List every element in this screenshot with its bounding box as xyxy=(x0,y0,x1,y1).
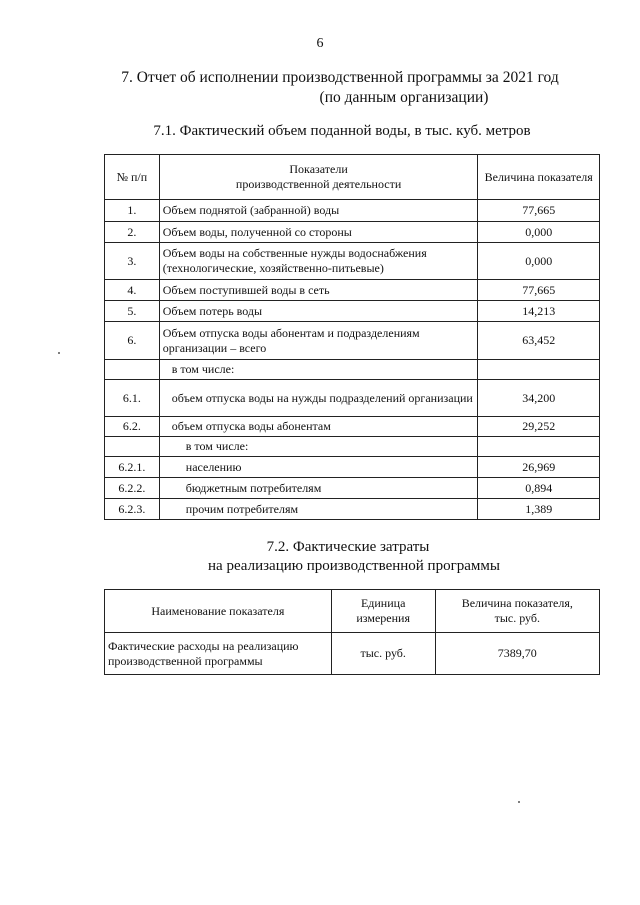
row-num: 3. xyxy=(105,243,160,280)
row-value: 1,389 xyxy=(478,499,600,520)
row-name: Объем отпуска воды абонентам и подразделениям организации – всего xyxy=(159,322,478,360)
table-row xyxy=(105,437,600,457)
row-value: 0,000 xyxy=(478,222,600,243)
row-name: в том числе: xyxy=(159,437,478,457)
table-row xyxy=(105,222,600,243)
row-value: 77,665 xyxy=(478,280,600,301)
water-volume-table xyxy=(104,154,600,520)
table-header-row xyxy=(105,155,600,200)
row-value: 34,200 xyxy=(478,380,600,417)
row-num: 4. xyxy=(105,280,160,301)
header-value xyxy=(435,590,599,633)
section-title: 7. Отчет об исполнении производственной программы за 2021 год xyxy=(121,69,559,86)
row-name: Фактические расходы на реализацию производственной программы xyxy=(105,633,332,675)
table-row xyxy=(105,478,600,499)
row-name: объем отпуска воды абонентам xyxy=(159,417,478,437)
header-indicator-line2: производственной деятельности xyxy=(235,177,402,191)
table-row xyxy=(105,457,600,478)
row-value: 0,000 xyxy=(478,243,600,280)
table-row xyxy=(105,417,600,437)
header-value-line1: Величина показателя, xyxy=(461,596,573,610)
subsection-title-costs: 7.2. Фактические затраты xyxy=(266,539,430,555)
row-name: прочим потребителям xyxy=(159,499,478,520)
row-name: Объем воды на собственные нужды водоснабжения (технологические, хозяйственно-питьевые) xyxy=(159,243,478,280)
table-row xyxy=(105,243,600,280)
row-num xyxy=(105,360,160,380)
table-row xyxy=(105,280,600,301)
row-num: 5. xyxy=(105,301,160,322)
row-value: 7389,70 xyxy=(435,633,599,675)
header-unit-line1: Единица xyxy=(360,596,406,610)
row-name: населению xyxy=(159,457,478,478)
row-num: 6.2.2. xyxy=(105,478,160,499)
table-row xyxy=(105,499,600,520)
row-num: 6.1. xyxy=(105,380,160,417)
row-value: 0,894 xyxy=(478,478,600,499)
row-name: Объем потерь воды xyxy=(159,301,478,322)
scan-speck xyxy=(58,352,60,354)
row-num: 1. xyxy=(105,200,160,222)
row-value xyxy=(478,437,600,457)
scan-speck xyxy=(518,801,520,803)
table-row xyxy=(105,380,600,417)
row-num xyxy=(105,437,160,457)
subsection-title-costs-line2: на реализацию производственной программы xyxy=(208,558,500,574)
header-indicator xyxy=(159,155,478,200)
row-num: 2. xyxy=(105,222,160,243)
row-name: Объем поступившей воды в сеть xyxy=(159,280,478,301)
table-row xyxy=(105,322,600,360)
header-unit-line2: измерения xyxy=(356,611,410,625)
header-indicator-line1: Показатели xyxy=(289,162,348,176)
table-row xyxy=(105,360,600,380)
table-header-row xyxy=(105,590,600,633)
row-value: 29,252 xyxy=(478,417,600,437)
row-num: 6.2.3. xyxy=(105,499,160,520)
row-name: объем отпуска воды на нужды подразделений организации xyxy=(159,380,478,417)
row-value: 63,452 xyxy=(478,322,600,360)
row-num: 6.2. xyxy=(105,417,160,437)
row-name: бюджетным потребителям xyxy=(159,478,478,499)
row-name: Объем поднятой (забранной) воды xyxy=(159,200,478,222)
row-value xyxy=(478,360,600,380)
section-subtitle: (по данным организации) xyxy=(319,89,489,106)
row-name: Объем воды, полученной со стороны xyxy=(159,222,478,243)
row-value: 14,213 xyxy=(478,301,600,322)
page-number: 6 xyxy=(316,36,324,51)
table-row xyxy=(105,633,600,675)
header-value-line2: тыс. руб. xyxy=(494,611,540,625)
header-unit xyxy=(331,590,435,633)
row-num: 6.2.1. xyxy=(105,457,160,478)
table-row xyxy=(105,200,600,222)
row-unit: тыс. руб. xyxy=(331,633,435,675)
row-num: 6. xyxy=(105,322,160,360)
header-value: Величина показателя xyxy=(478,155,600,200)
subsection-title-water-volume: 7.1. Фактический объем поданной воды, в тыс. куб. метров xyxy=(153,123,531,139)
header-name: Наименование показателя xyxy=(105,590,332,633)
header-num: № п/п xyxy=(105,155,160,200)
row-value: 26,969 xyxy=(478,457,600,478)
table-row xyxy=(105,301,600,322)
costs-table xyxy=(104,589,600,675)
row-value: 77,665 xyxy=(478,200,600,222)
row-name: в том числе: xyxy=(159,360,478,380)
